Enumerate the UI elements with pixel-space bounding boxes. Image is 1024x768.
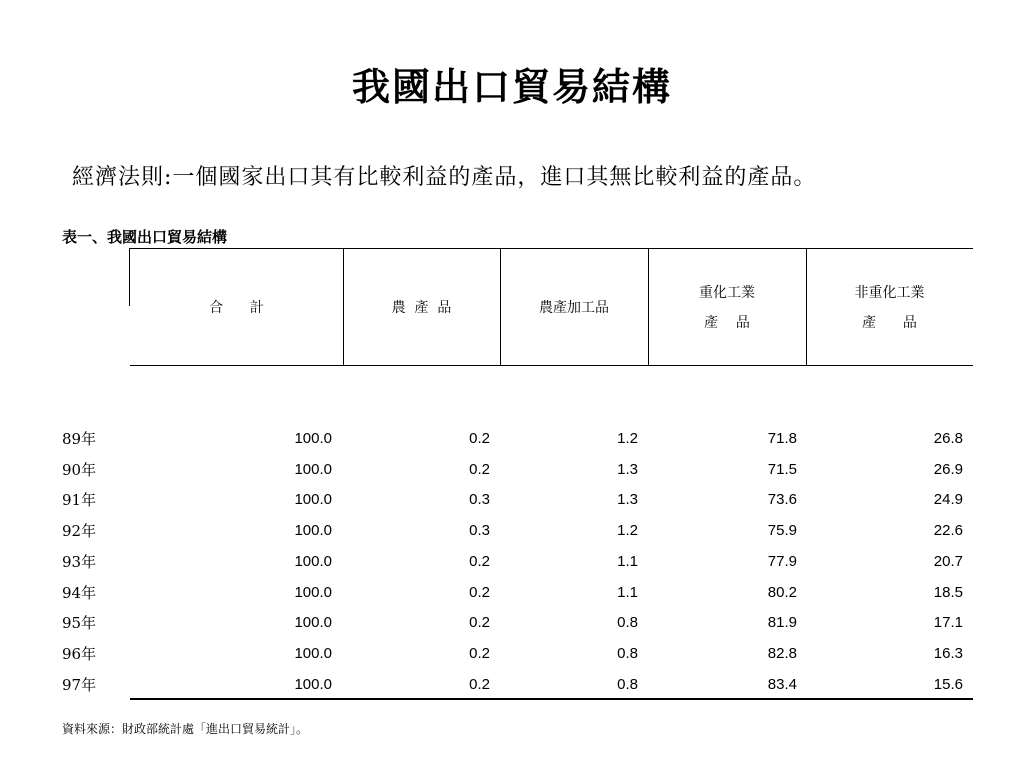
cell-heavy: 73.6 — [767, 491, 797, 509]
cell-agri-processed: 1.1 — [617, 583, 638, 601]
row-year: 94年 — [62, 583, 97, 602]
cell-heavy: 71.8 — [767, 430, 797, 447]
table-row — [0, 485, 1024, 515]
table-row — [0, 670, 1024, 700]
header-nonheavy-2: 產 品 — [862, 315, 917, 331]
cell-heavy: 83.4 — [767, 675, 797, 693]
row-year: 93年 — [62, 552, 97, 571]
economic-principle-text: 經濟法則:一個國家出口其有比較利益的產品，進口其無比較利益的產品。 — [72, 165, 817, 190]
cell-total: 100.0 — [294, 430, 332, 447]
cell-nonheavy: 17.1 — [933, 614, 963, 632]
cell-nonheavy: 26.9 — [933, 460, 963, 478]
table-row — [0, 547, 1024, 577]
cell-agri: 0.2 — [469, 583, 490, 601]
cell-agri: 0.3 — [469, 522, 490, 540]
cell-total: 100.0 — [294, 675, 332, 693]
table-caption: 表一、我國出口貿易結構 — [62, 229, 228, 246]
cell-nonheavy: 15.6 — [933, 675, 963, 693]
table-row — [0, 639, 1024, 669]
header-heavy: 重化工業 — [699, 285, 755, 301]
cell-heavy: 80.2 — [767, 583, 797, 601]
cell-agri-processed: 0.8 — [617, 644, 638, 662]
row-year: 96年 — [62, 644, 97, 663]
cell-total: 100.0 — [294, 522, 332, 540]
cell-total: 100.0 — [294, 644, 332, 662]
data-source-note: 資料來源：財政部統計處「進出口貿易統計」。 — [62, 722, 309, 736]
cell-agri-processed: 1.1 — [617, 552, 638, 570]
cell-nonheavy: 26.8 — [933, 430, 963, 447]
cell-agri: 0.2 — [469, 430, 490, 447]
cell-heavy: 82.8 — [767, 644, 797, 662]
table-row — [0, 424, 1024, 454]
cell-agri-processed: 1.3 — [617, 460, 638, 478]
cell-total: 100.0 — [294, 552, 332, 570]
cell-total: 100.0 — [294, 583, 332, 601]
table-top-rule — [130, 248, 973, 249]
table-row — [0, 578, 1024, 608]
header-nonheavy: 非重化工業 — [854, 285, 925, 301]
header-total: 合 計 — [209, 300, 264, 316]
table-row — [0, 608, 1024, 638]
cell-nonheavy: 20.7 — [933, 552, 963, 570]
cell-agri: 0.2 — [469, 614, 490, 632]
cell-agri: 0.2 — [469, 552, 490, 570]
row-year: 90年 — [62, 460, 97, 479]
header-heavy-2: 產 品 — [704, 315, 750, 331]
cell-nonheavy: 24.9 — [933, 491, 963, 509]
header-agri-processed: 農產加工品 — [539, 300, 609, 316]
row-year: 92年 — [62, 522, 97, 541]
cell-agri: 0.3 — [469, 491, 490, 509]
cell-agri: 0.2 — [469, 675, 490, 693]
row-year: 97年 — [62, 675, 97, 694]
cell-total: 100.0 — [294, 614, 332, 632]
table-row — [0, 516, 1024, 546]
cell-heavy: 77.9 — [767, 552, 797, 570]
row-year: 89年 — [62, 430, 97, 448]
cell-nonheavy: 16.3 — [933, 644, 963, 662]
cell-nonheavy: 22.6 — [933, 522, 963, 540]
cell-agri-processed: 1.2 — [617, 430, 638, 447]
page-title: 我國出口貿易結構 — [351, 64, 672, 109]
cell-agri-processed: 1.2 — [617, 522, 638, 540]
cell-agri: 0.2 — [469, 644, 490, 662]
row-year: 91年 — [62, 491, 97, 510]
cell-agri: 0.2 — [469, 460, 490, 478]
header-bottom-rule — [130, 365, 973, 366]
cell-agri-processed: 1.3 — [617, 491, 638, 509]
cell-nonheavy: 18.5 — [933, 583, 963, 601]
cell-agri-processed: 0.8 — [617, 614, 638, 632]
cell-total: 100.0 — [294, 460, 332, 478]
cell-agri-processed: 0.8 — [617, 675, 638, 693]
cell-total: 100.0 — [294, 491, 332, 509]
cell-heavy: 71.5 — [767, 460, 797, 478]
table-row — [0, 455, 1024, 485]
header-agri: 農 產 品 — [391, 300, 452, 316]
cell-heavy: 81.9 — [767, 614, 797, 632]
row-year: 95年 — [62, 614, 97, 633]
cell-heavy: 75.9 — [767, 522, 797, 540]
